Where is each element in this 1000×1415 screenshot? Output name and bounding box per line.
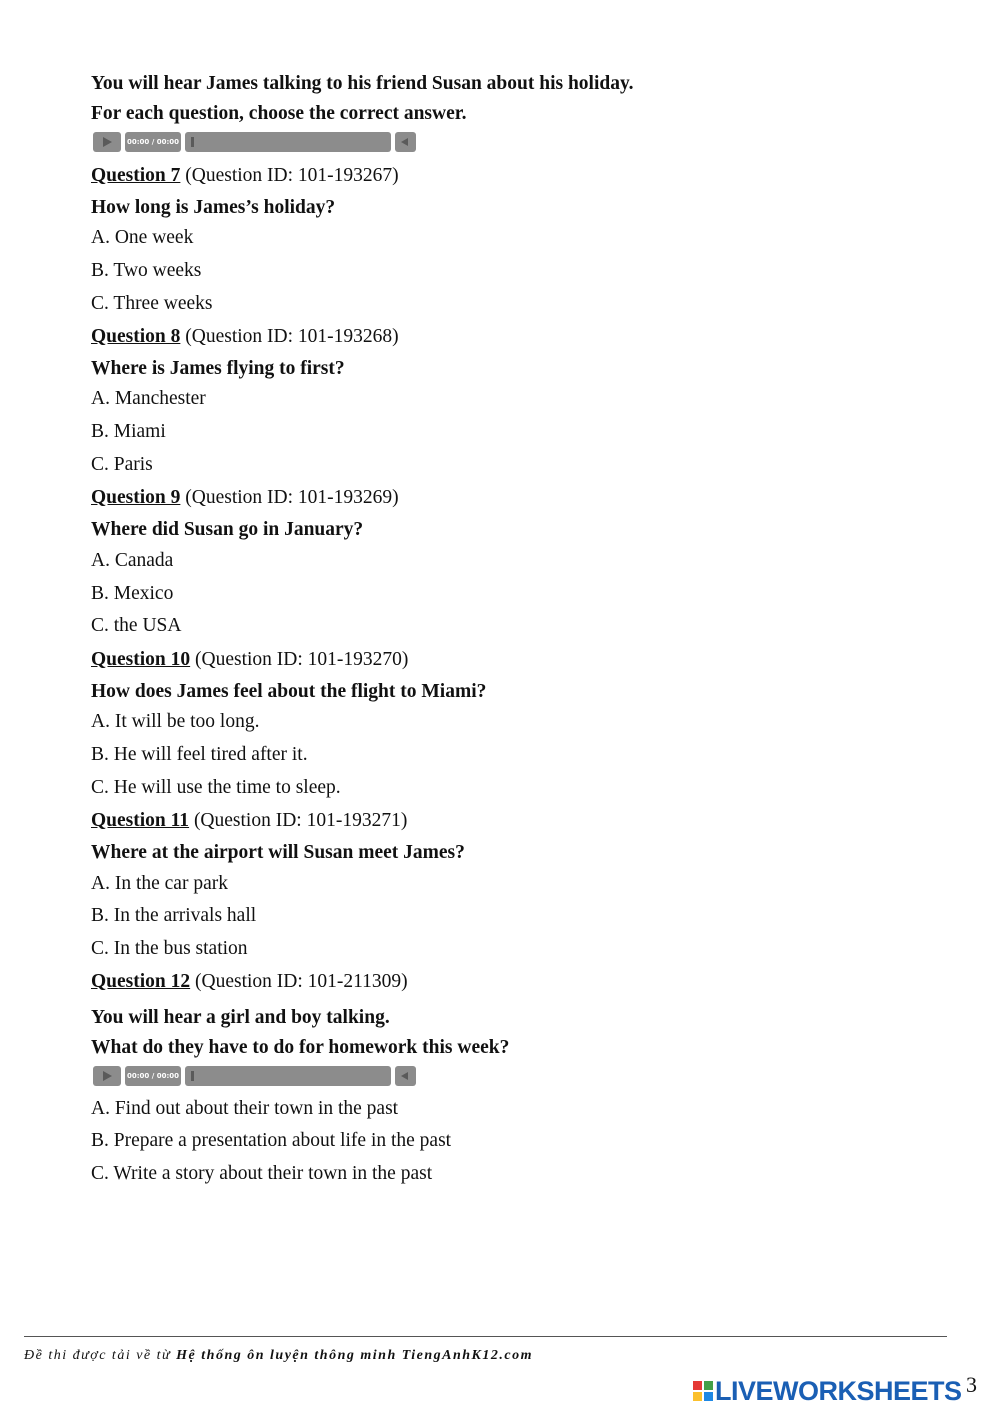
answer-option-b[interactable]: B. Miami [91,421,166,442]
play-icon[interactable] [93,132,121,152]
question-header [91,809,407,833]
question-id: (Question ID: 101-193269) [185,487,399,508]
question-number: Question 10 [91,649,191,670]
answer-option-b[interactable]: B. In the arrivals hall [91,905,257,926]
question-number: Question 8 [91,326,181,347]
watermark-text: LIVEWORKSHEETS [715,1376,962,1406]
footer-prefix: Đề thi được tải về từ [24,1348,172,1363]
answer-option-a[interactable]: A. Canada [91,550,174,571]
question-id: (Question ID: 101-193270) [195,649,409,670]
answer-option-c[interactable]: C. the USA [91,615,182,636]
audio-progress-bar[interactable] [185,1066,391,1086]
question-number: Question 9 [91,487,181,508]
question-intro: You will hear a girl and boy talking. [91,1007,390,1028]
answer-option-b[interactable]: B. Prepare a presentation about life in the past [91,1130,452,1151]
question-prompt: Where did Susan go in January? [91,519,364,540]
audio-player [93,1066,416,1086]
question-id: (Question ID: 101-193271) [193,810,408,831]
footer-site: Hệ thống ôn luyện thông minh TiengAnhK12.com [176,1348,533,1363]
answer-option-a[interactable]: A. It will be too long. [91,711,260,732]
answer-option-a[interactable]: A. In the car park [91,873,228,894]
audio-player [93,132,416,152]
answer-option-b[interactable]: B. Mexico [91,583,174,604]
question-id: (Question ID: 101-211309) [195,971,408,992]
question-number: Question 7 [91,165,181,186]
volume-icon[interactable] [395,132,416,152]
question-header [91,486,399,510]
audio-time: 00:00 / 00:00 [125,1066,181,1086]
question-prompt: What do they have to do for homework this week? [91,1037,510,1058]
liveworksheets-logo-icon [693,1381,713,1401]
answer-option-a[interactable]: A. Manchester [91,388,206,409]
answer-option-c[interactable]: C. Three weeks [91,293,213,314]
intro-line-2: For each question, choose the correct answer. [91,103,467,124]
volume-icon[interactable] [395,1066,416,1086]
answer-option-b[interactable]: B. Two weeks [91,260,202,281]
answer-option-a[interactable]: A. Find out about their town in the past [91,1098,399,1119]
answer-option-b[interactable]: B. He will feel tired after it. [91,744,308,765]
answer-option-c[interactable]: C. He will use the time to sleep. [91,777,341,798]
question-number: Question 11 [91,810,190,831]
question-header [91,970,408,994]
question-header [91,325,399,349]
answer-option-a[interactable]: A. One week [91,227,194,248]
play-icon[interactable] [93,1066,121,1086]
audio-time: 00:00 / 00:00 [125,132,181,152]
question-header [91,164,399,188]
answer-option-c[interactable]: C. In the bus station [91,938,248,959]
page-number: 3 [966,1372,977,1397]
answer-option-c[interactable]: C. Paris [91,454,153,475]
question-number: Question 12 [91,971,191,992]
question-prompt: How does James feel about the flight to Miami? [91,681,487,702]
footer-source [24,1348,533,1364]
question-prompt: Where at the airport will Susan meet James? [91,842,465,863]
intro-line-1: You will hear James talking to his friend Susan about his holiday. [91,73,634,94]
question-header [91,648,408,672]
question-id: (Question ID: 101-193267) [185,165,399,186]
question-id: (Question ID: 101-193268) [185,326,399,347]
question-prompt: How long is James’s holiday? [91,197,336,218]
question-prompt: Where is James flying to first? [91,358,345,379]
answer-option-c[interactable]: C. Write a story about their town in the past [91,1163,433,1184]
audio-progress-bar[interactable] [185,132,391,152]
footer-divider [24,1336,947,1337]
